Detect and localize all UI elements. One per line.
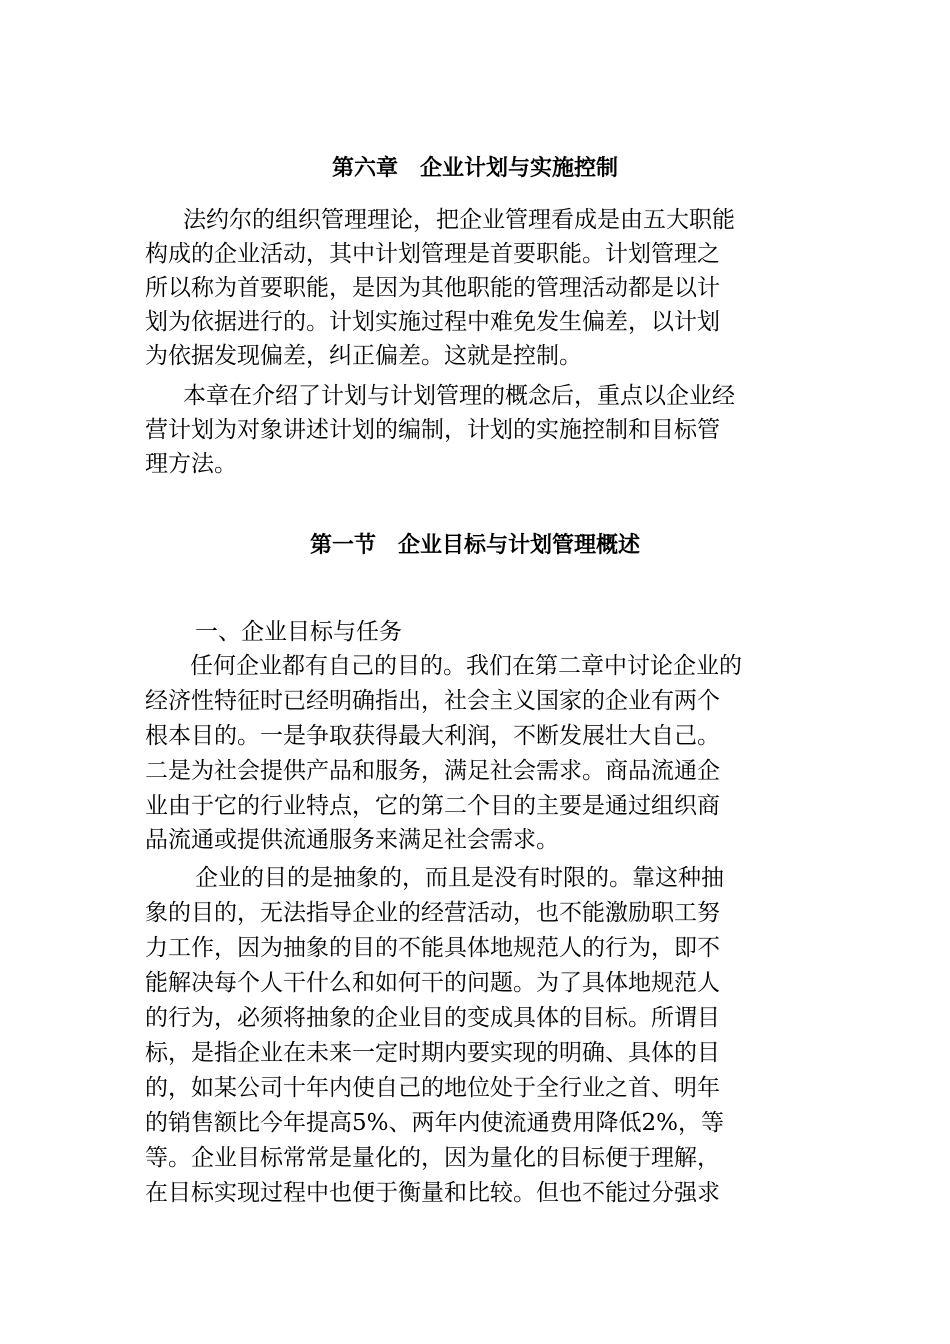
- text-line: 理方法。: [145, 451, 237, 477]
- text-line: 二是为社会提供产品和服务，满足社会需求。商品流通企: [145, 758, 720, 784]
- text-line: 在目标实现过程中也便于衡量和比较。但也不能过分强求: [145, 1180, 720, 1206]
- text-line: 的行为，必须将抽象的企业目的变成具体的目标。所谓目: [145, 1005, 720, 1031]
- text-line: 的，如某公司十年内使自己的地位处于全行业之首、明年: [145, 1075, 720, 1101]
- text-line: 本章在介绍了计划与计划管理的概念后，重点以企业经: [183, 383, 735, 409]
- text-line: 经济性特征时已经明确指出，社会主义国家的企业有两个: [145, 688, 720, 714]
- text-line: 品流通或提供流通服务来满足社会需求。: [145, 827, 559, 853]
- text-line: 法约尔的组织管理理论，把企业管理看成是由五大职能: [183, 207, 735, 233]
- chapter-title: 第六章 企业计划与实施控制: [331, 156, 618, 181]
- text-line: 划为依据进行的。计划实施过程中难免发生偏差，以计划: [145, 309, 720, 335]
- text-line: 根本目的。一是争取获得最大利润，不断发展壮大自己。: [145, 723, 720, 749]
- text-line: 构成的企业活动，其中计划管理是首要职能。计划管理之: [145, 241, 720, 267]
- text-line: 所以称为首要职能，是因为其他职能的管理活动都是以计: [145, 275, 720, 301]
- text-line: 标，是指企业在未来一定时期内要实现的明确、具体的目: [145, 1040, 720, 1066]
- text-line: 企业的目的是抽象的，而且是没有时限的。靠这种抽: [195, 865, 724, 891]
- text-line: 为依据发现偏差，纠正偏差。这就是控制。: [145, 343, 582, 369]
- text-line: 力工作，因为抽象的目的不能具体地规范人的行为，即不: [145, 935, 720, 961]
- subsection-title: 一、企业目标与任务: [195, 619, 402, 645]
- text-line: 能解决每个人干什么和如何干的问题。为了具体地规范人: [145, 970, 720, 996]
- section-title: 第一节 企业目标与计划管理概述: [309, 533, 640, 558]
- text-line: 象的目的，无法指导企业的经营活动，也不能激励职工努: [145, 900, 720, 926]
- text-line: 等。企业目标常常是量化的，因为量化的目标便于理解，: [145, 1145, 720, 1171]
- text-line: 业由于它的行业特点，它的第二个目的主要是通过组织商: [145, 793, 720, 819]
- text-line: 营计划为对象讲述计划的编制，计划的实施控制和目标管: [145, 417, 720, 443]
- text-line: 任何企业都有自己的目的。我们在第二章中讨论企业的: [190, 653, 742, 679]
- text-line: 的销售额比今年提高5%、两年内使流通费用降低2%，等: [145, 1110, 724, 1136]
